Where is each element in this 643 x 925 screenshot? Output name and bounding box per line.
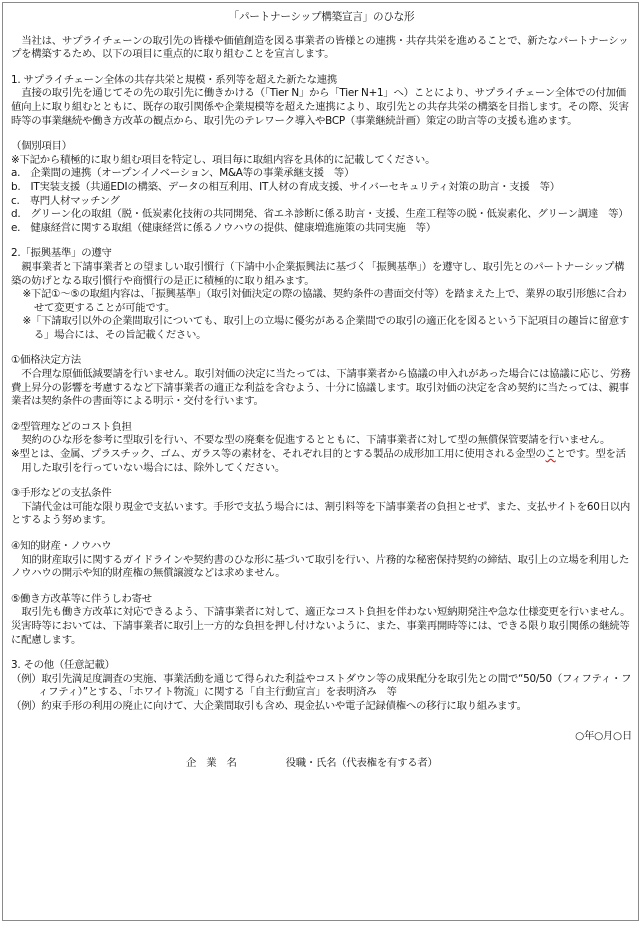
subsection-workstyle-heading: ⑤働き方改革等に伴うしわ寄せ [11,592,152,605]
subsection-payment [11,487,632,528]
subsection-payment-heading: ③手形などの支払条件 [11,487,112,500]
individual-items [11,140,632,235]
representative-name-label: 役職・氏名（代表権を有する者） [285,757,438,770]
declaration-date: ○年○月○日 [575,729,632,742]
section-2-note-2: ※「下請取引以外の企業間取引についても、取引上の立場に優劣がある企業間での取引の適正化を図るという下記項目の趣旨に留意する」場合には、その旨記載ください。 [22,315,629,341]
list-item: a. 企業間の連携（オープンイノベーション、M&A等の事業承継支援 等） [11,167,355,180]
example-item: （例）取引先満足度調査の実施、事業活動を通じて得られた利益やコストダウン等の成果配分を取引先との間で“50/50（フィフティ・フィフティ）”とする、「ホワイト物流」に関する「自主行動宣言」を表明済み 等 [11,672,632,699]
page-title: 「パートナーシップ構築宣言」のひな形 [228,11,415,23]
section-3-heading: 3. その他（任意記載） [11,659,115,672]
document-page [2,2,639,921]
mold-note-text-b: とです。型を活用した取引を行っていない場合には、除外してください。 [21,448,626,474]
section-1-body: 直接の取引先を通じてその先の取引先に働きかける（「Tier N」から「Tier N+1」へ）ことにより、サプライチェーン全体での付加価値向上に取り組むとともに、既存の取引関係や企業規模等を超えた連携により、取引先との共存共栄の構築を目指します。その際、災害時等の事業継続や働き方改革の観点から、取引先のテレワーク導入やBCP（事業継続計画）策定の助言等の支援も進めます。 [11,87,629,127]
subsection-price-heading: ①価格決定方法 [11,354,81,367]
subsection-workstyle [11,593,632,647]
section-2-body: 親事業者と下請事業者との望ましい取引慣行（下請中小企業振興法に基づく「振興基準」）を遵守し、取引先とのパートナーシップ構築の妨げとなる取引慣行や商慣行の是正に積極的に取り組みます。 [11,260,625,287]
individual-items-heading: （個別項目） [11,140,72,153]
subsection-payment-body: 下請代金は可能な限り現金で支払います。手形で支払う場合には、割引料等を下請事業者の負担とせず、また、支払サイトを60日以内とするよう努めます。 [11,500,631,527]
company-name-label: 企 業 名 [186,757,237,770]
subsection-mold-note [11,448,632,475]
intro-paragraph: 当社は、サプライチェーンの取引先の皆様や価値創造を図る事業者の皆様との連携・共存共栄を進めることで、新たなパートナーシップを構築するため、以下の項目に重点的に取り組むことを宣言します。 [11,34,629,61]
subsection-price-body: 不合理な原価低減要請を行いません。取引対価の決定に当たっては、下請事業者から協議の申入れがあった場合には協議に応じ、労務費上昇分の影響を考慮するなど下請事業者の適正な利益を含むよう、十分に協議します。取引対価の決定を含め契約に当たっては、親事業者は契約条件の書面等による明示・交付を行います。 [11,368,631,408]
subsection-ip-heading: ④知的財産・ノウハウ [11,540,112,552]
section-2-note-1: ※下記①～⑤の取組内容は、「振興基準」（取引対価決定の際の協議、契約条件の書面交付等）を踏まえた上で、業界の取引形態に合わせて変更することが可能です。 [22,288,627,314]
spellcheck-mark: こ [545,448,556,461]
signature-line [11,757,632,771]
section-2 [11,247,632,342]
subsection-mold [11,421,632,475]
subsection-ip-body: 知的財産取引に関するガイドラインや契約書のひな形に基づいて取引を行い、片務的な秘密保持契約の締結、取引上の立場を利用したノウハウの開示や知的財産権の無償譲渡などは求めません。 [11,553,630,580]
individual-items-note: ※下記から積極的に取り組む項目を特定し、項目毎に取組内容を具体的に記載してください。 [11,153,436,166]
list-item: e. 健康経営に関する取組（健康経営に係るノウハウの提供、健康増進施策の共同実施 等） [11,221,436,234]
list-item: c. 専門人材マッチング [11,194,120,207]
mold-note-text-a: ※型とは、金属、プラスチック、ゴム、ガラス等の素材を、それぞれ目的とする製品の成形加工用に使用される金型の [11,448,546,461]
subsection-mold-heading: ②型管理などのコスト負担 [11,420,132,433]
subsection-workstyle-body: 取引先も働き方改革に対応できるよう、下請事業者に対して、適正なコスト負担を伴わない短納期発注や急な仕様変更を行いません。災害時等においては、下請事業者に取引上一方的な負担を押し付けないように、また、事業再開時等には、できる限り取引関係の継続等に配慮します。 [11,606,631,646]
example-item: （例）約束手形の利用の廃止に向けて、大企業間取引も含め、現金払いや電子記録債権への移行に取り組みます。 [11,699,527,712]
section-1-heading: 1. サプライチェーン全体の共存共栄と規模・系列等を超えた新たな連携 [11,73,337,86]
list-item: b. IT実装支援（共通EDIの構築、データの相互利用、IT人材の育成支援、サイバーセキュリティ対策の助言・支援 等） [11,180,560,193]
subsection-price [11,354,632,408]
section-1 [11,74,632,128]
subsection-mold-body: 契約のひな形を参考に型取引を行い、不要な型の廃棄を促進するとともに、下請事業者に対して型の無償保管要請を行いません。 [21,434,611,447]
declaration-template [11,11,632,771]
section-2-heading: 2.「振興基準」の遵守 [11,247,112,260]
section-3 [11,659,632,713]
subsection-ip [11,540,632,581]
list-item: d. グリーン化の取組（脱・低炭素化技術の共同開発、省エネ診断に係る助言・支援、生産工程等の脱・低炭素化、グリーン調達 等） [11,208,629,221]
